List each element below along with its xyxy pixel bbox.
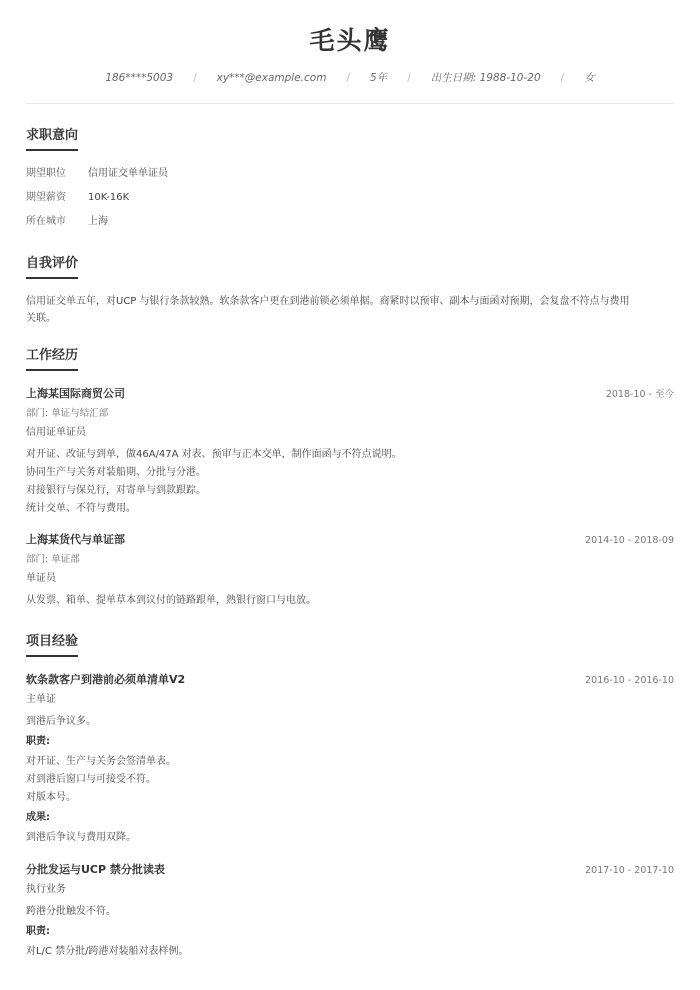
header-divider: [26, 103, 674, 104]
project-description: 跨港分批触发不符。: [26, 906, 116, 917]
project-name: 分批发运与UCP 禁分批读表: [26, 863, 165, 876]
project-entry: [26, 671, 674, 847]
duty-label: 职责:: [26, 736, 50, 747]
project-name: 软条款客户到港前必须单清单V2: [26, 673, 186, 686]
section-work-experience: [26, 344, 674, 610]
duty-line: 对L/C 禁分批/跨港对装船对表样例。: [26, 946, 189, 957]
field-label: 期望薪资: [26, 192, 66, 203]
project-description: 到港后争议多。: [26, 716, 96, 727]
project-entry: [26, 861, 674, 961]
self-eval-line: 关联。: [26, 313, 56, 324]
duty-line: 对开证、生产与关务会签清单表。: [26, 756, 176, 767]
field-value: 上海: [88, 216, 108, 227]
gender: 女: [584, 72, 595, 84]
section-projects: [26, 630, 674, 961]
result-line: 到港后争议与费用双降。: [26, 832, 136, 843]
entry-header: [26, 531, 674, 547]
divider: /: [407, 71, 411, 84]
project-role: 主单证: [26, 694, 56, 705]
duty-line: 统计交单、不符与费用。: [26, 503, 136, 514]
intent-row-city: [26, 215, 674, 229]
duty-line: 对到港后窗口与可接受不符。: [26, 774, 156, 785]
intent-row-salary: [26, 191, 674, 205]
project-role: 执行业务: [26, 884, 66, 895]
self-eval-line: 信用证交单五年，对UCP 与银行条款较熟。软条款客户更在到港前锁必须单据。商紧时以预审、副本与面函对预期，会复盘不符点与费用: [26, 296, 630, 307]
section-self-evaluation: [26, 252, 674, 327]
divider: /: [346, 71, 350, 84]
duty-line: 协同生产与关务对装船期、分批与分港。: [26, 467, 206, 478]
duty-label: 职责:: [26, 926, 50, 937]
intent-row-position: [26, 167, 674, 181]
field-label: 所在城市: [26, 216, 66, 227]
resume-header: [26, 0, 674, 104]
job-title: 单证员: [26, 573, 56, 584]
email-address: xy***@example.com: [216, 71, 327, 84]
result-label: 成果:: [26, 812, 50, 823]
duty-line: 对版本号。: [26, 792, 76, 803]
section-title: 项目经验: [26, 630, 78, 657]
entry-header: [26, 671, 674, 687]
company-name: 上海某货代与单证部: [26, 533, 125, 546]
duty-line: 对开证、改证与到单，做46A/47A 对表、预审与正本交单，制作面函与不符点说明。: [26, 449, 402, 460]
date-range: 2018-10 - 至今: [605, 389, 674, 400]
field-label: 期望职位: [26, 168, 66, 179]
candidate-name: 毛头鹰: [309, 26, 391, 55]
department: 部门: 单证部: [26, 554, 80, 565]
job-title: 信用证单证员: [26, 427, 86, 438]
work-entry: [26, 531, 674, 610]
birth-date: 出生日期: 1988-10-20: [430, 72, 541, 84]
section-title: 求职意向: [26, 124, 78, 151]
duty-line: 对接银行与保兑行，对寄单与到款跟踪。: [26, 485, 206, 496]
work-entry: [26, 385, 674, 518]
duty-line: 从发票、箱单、提单草本到议付的链路跟单，熟银行窗口与电放。: [26, 595, 316, 606]
entry-header: [26, 861, 674, 877]
department: 部门: 单证与结汇部: [26, 408, 109, 419]
date-range: 2016-10 - 2016-10: [585, 675, 674, 686]
section-title: 自我评价: [26, 252, 78, 279]
divider: /: [560, 71, 565, 84]
section-title: 工作经历: [26, 344, 78, 371]
company-name: 上海某国际商贸公司: [26, 387, 125, 400]
entry-header: [26, 385, 674, 401]
date-range: 2017-10 - 2017-10: [585, 865, 674, 876]
phone-number: 186****5003: [105, 71, 174, 84]
field-value: 信用证交单单证员: [88, 168, 168, 179]
field-value: 10K-16K: [88, 192, 130, 203]
divider: /: [193, 71, 197, 84]
experience-years: 5年: [370, 72, 388, 84]
section-job-intent: [26, 124, 674, 229]
date-range: 2014-10 - 2018-09: [585, 535, 674, 546]
contact-bar: [26, 70, 674, 85]
